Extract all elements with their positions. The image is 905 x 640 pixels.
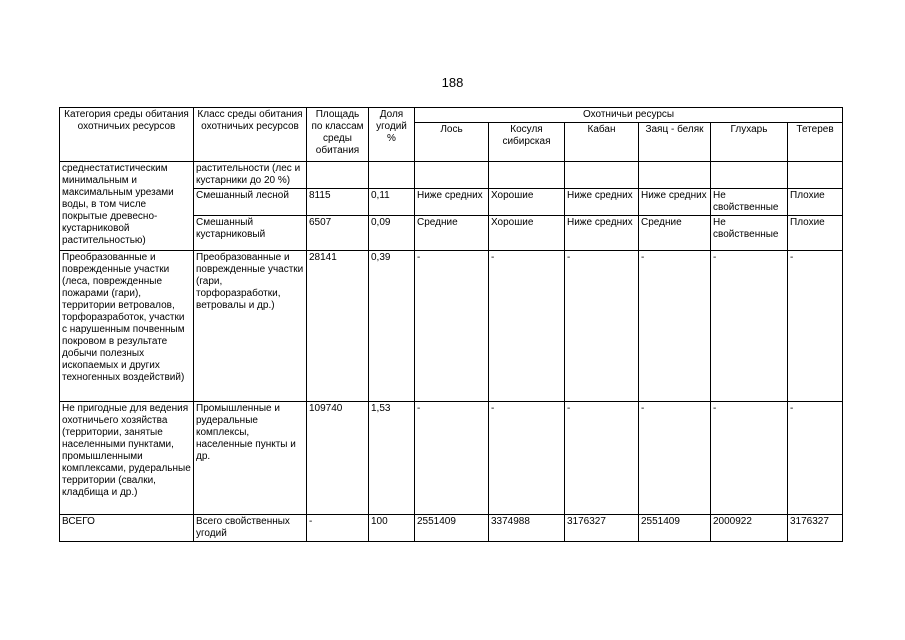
class-cell: Преобразованные и поврежденные участки (гари, торфоразработки, ветровалы и др.) <box>194 251 307 402</box>
class-cell: Смешанный кустарниковый <box>194 216 307 251</box>
value-cell <box>415 162 489 189</box>
header-species-capercaillie: Глухарь <box>711 123 788 162</box>
category-cell: Преобразованные и поврежденные участки (леса, поврежденные пожарами (гари), территории ветровалов, торфоразработок, участки с нарушенным почвенным покровом в результате добычи полезных ископаемых и других техногенных воздействий) <box>60 251 194 402</box>
category-cell: среднестатистическим минимальным и максимальным урезами воды, в том числе покрытые древесно-кустарниковой растительностью) <box>60 162 194 251</box>
page-number: 188 <box>441 75 464 90</box>
value-cell: - <box>711 402 788 515</box>
value-cell: - <box>711 251 788 402</box>
value-cell: - <box>639 402 711 515</box>
value-cell: 2551409 <box>639 515 711 542</box>
value-cell <box>489 162 565 189</box>
area-cell: 109740 <box>307 402 369 515</box>
value-cell: - <box>639 251 711 402</box>
value-cell: Ниже средних <box>639 189 711 216</box>
share-cell: 0,39 <box>369 251 415 402</box>
value-cell: - <box>489 402 565 515</box>
total-row <box>60 515 843 542</box>
class-cell: растительности (лес и кустарники до 20 %) <box>194 162 307 189</box>
value-cell: - <box>788 251 843 402</box>
area-cell: 8115 <box>307 189 369 216</box>
class-cell: Промышленные и рудеральные комплексы, населенные пункты и др. <box>194 402 307 515</box>
value-cell: Плохие <box>788 216 843 251</box>
share-cell: 0,09 <box>369 216 415 251</box>
header-share: Доля угодий % <box>369 108 415 162</box>
value-cell: Средние <box>639 216 711 251</box>
header-species-hare: Заяц - беляк <box>639 123 711 162</box>
value-cell: Хорошие <box>489 189 565 216</box>
area-cell: 28141 <box>307 251 369 402</box>
value-cell: - <box>489 251 565 402</box>
value-cell: - <box>415 402 489 515</box>
share-cell: 1,53 <box>369 402 415 515</box>
value-cell: Не свойственные <box>711 189 788 216</box>
area-cell <box>307 162 369 189</box>
table-row <box>60 251 843 402</box>
value-cell: 2000922 <box>711 515 788 542</box>
table-row <box>60 162 843 189</box>
value-cell <box>639 162 711 189</box>
share-cell <box>369 162 415 189</box>
value-cell: - <box>788 402 843 515</box>
value-cell: Средние <box>415 216 489 251</box>
hunting-resources-table <box>59 107 843 542</box>
value-cell: Плохие <box>788 189 843 216</box>
header-class: Класс среды обитания охотничьих ресурсов <box>194 108 307 162</box>
header-category: Категория среды обитания охотничьих ресурсов <box>60 108 194 162</box>
value-cell: - <box>415 251 489 402</box>
area-cell: - <box>307 515 369 542</box>
value-cell <box>711 162 788 189</box>
value-cell: Ниже средних <box>565 216 639 251</box>
area-cell: 6507 <box>307 216 369 251</box>
table-row <box>60 402 843 515</box>
header-species-boar: Кабан <box>565 123 639 162</box>
share-cell: 0,11 <box>369 189 415 216</box>
class-cell: Всего свойственных угодий <box>194 515 307 542</box>
value-cell: 2551409 <box>415 515 489 542</box>
class-cell: Смешанный лесной <box>194 189 307 216</box>
category-cell: Не пригодные для ведения охотничьего хозяйства (территории, занятые населенными пунктами, промышленными комплексами, рудеральные территории (свалки, кладбища и др.) <box>60 402 194 515</box>
header-resources: Охотничьи ресурсы <box>415 108 843 123</box>
value-cell: Ниже средних <box>415 189 489 216</box>
category-cell: ВСЕГО <box>60 515 194 542</box>
header-species-black-grouse: Тетерев <box>788 123 843 162</box>
value-cell: Хорошие <box>489 216 565 251</box>
value-cell <box>788 162 843 189</box>
value-cell: 3374988 <box>489 515 565 542</box>
header-species-roe-deer: Косуля сибирская <box>489 123 565 162</box>
share-cell: 100 <box>369 515 415 542</box>
header-species-moose: Лось <box>415 123 489 162</box>
value-cell: 3176327 <box>788 515 843 542</box>
value-cell <box>565 162 639 189</box>
value-cell: Ниже средних <box>565 189 639 216</box>
value-cell: Не свойственные <box>711 216 788 251</box>
value-cell: 3176327 <box>565 515 639 542</box>
header-row <box>60 108 843 123</box>
header-area: Площадь по классам среды обитания <box>307 108 369 162</box>
value-cell: - <box>565 251 639 402</box>
value-cell: - <box>565 402 639 515</box>
